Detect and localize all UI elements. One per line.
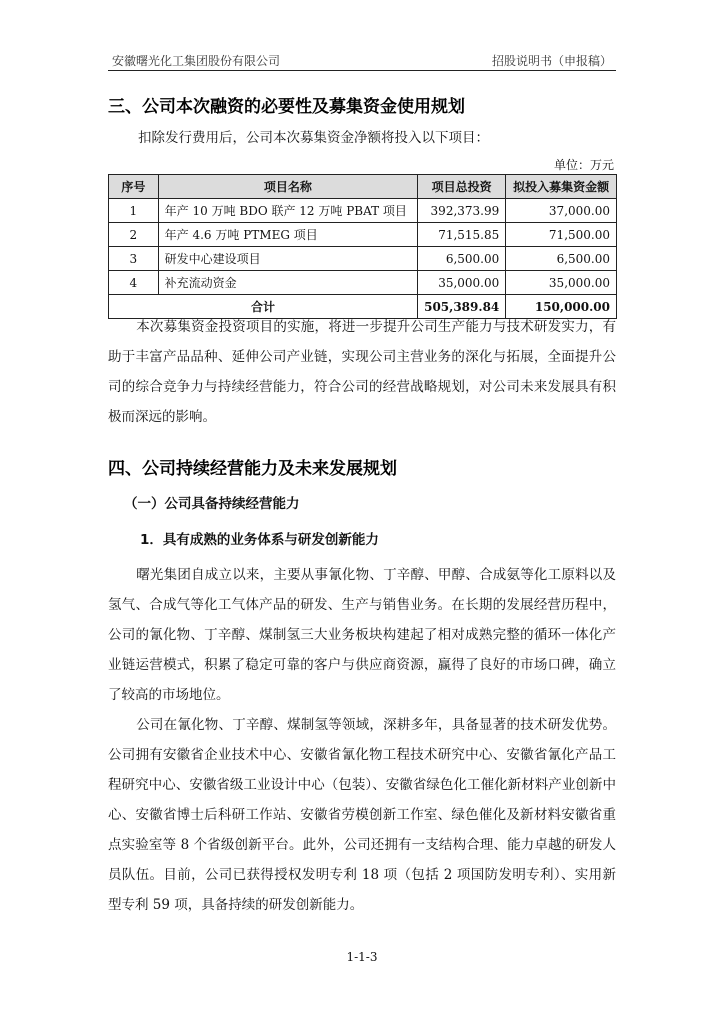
col-header-no: 序号 bbox=[109, 175, 159, 199]
col-header-raised: 拟投入募集资金额 bbox=[506, 175, 617, 199]
cell-raised: 6,500.00 bbox=[506, 247, 617, 271]
section-4-paragraph-1-text: 曙光集团自成立以来，主要从事氰化物、丁辛醇、甲醇、合成氨等化工原料以及氢气、合成气等化工气体产品的研发、生产与销售业务。在长期的发展经营历程中，公司的氰化物、丁辛醇、煤制氢三大业务板块构建起了相对成熟完整的循环一体化产业链运营模式，积累了稳定可靠的客户与供应商资源，赢得了良好的市场口碑，确立了较高的市场地位。 bbox=[108, 567, 616, 703]
table-row bbox=[109, 247, 617, 271]
cell-name: 年产 4.6 万吨 PTMEG 项目 bbox=[158, 223, 417, 247]
cell-total: 6,500.00 bbox=[418, 247, 506, 271]
cell-raised: 71,500.00 bbox=[506, 223, 617, 247]
total-raised: 150,000.00 bbox=[506, 295, 617, 319]
table-row bbox=[109, 199, 617, 223]
subsection-1-1-title: 1．具有成熟的业务体系与研发创新能力 bbox=[140, 532, 379, 548]
cell-no: 2 bbox=[109, 223, 159, 247]
total-investment: 505,389.84 bbox=[418, 295, 506, 319]
section-3-paragraph-text: 本次募集资金投资项目的实施，将进一步提升公司生产能力与技术研发实力，有助于丰富产品品种、延伸公司产业链，实现公司主营业务的深化与拓展，全面提升公司的综合竞争力与持续经营能力，符合公司的经营战略规划，对公司未来发展具有积极而深远的影响。 bbox=[108, 319, 616, 425]
cell-name: 年产 10 万吨 BDO 联产 12 万吨 PBAT 项目 bbox=[158, 199, 417, 223]
table-unit: 单位：万元 bbox=[553, 158, 614, 172]
cell-total: 392,373.99 bbox=[418, 199, 506, 223]
cell-total: 71,515.85 bbox=[418, 223, 506, 247]
section-4-title: 四、公司持续经营能力及未来发展规划 bbox=[108, 459, 397, 479]
cell-no: 4 bbox=[109, 271, 159, 295]
col-header-total: 项目总投资 bbox=[418, 175, 506, 199]
section-3-title: 三、公司本次融资的必要性及募集资金使用规划 bbox=[108, 97, 465, 117]
header-company: 安徽曙光化工集团股份有限公司 bbox=[112, 54, 281, 68]
table-header-row bbox=[109, 175, 617, 199]
cell-total: 35,000.00 bbox=[418, 271, 506, 295]
cell-no: 1 bbox=[109, 199, 159, 223]
section-3-intro: 扣除发行费用后，公司本次募集资金净额将投入以下项目： bbox=[138, 130, 489, 146]
total-label: 合计 bbox=[109, 295, 418, 319]
subsection-1-title: （一）公司具备持续经营能力 bbox=[124, 496, 300, 512]
cell-raised: 37,000.00 bbox=[506, 199, 617, 223]
header-rule bbox=[108, 70, 616, 71]
section-4-paragraph-1 bbox=[108, 560, 616, 710]
section-3-paragraph bbox=[108, 312, 616, 432]
cell-raised: 35,000.00 bbox=[506, 271, 617, 295]
section-4-paragraph-2-text: 公司在氰化物、丁辛醇、煤制氢等领域，深耕多年，具备显著的技术研发优势。公司拥有安徽省企业技术中心、安徽省氰化物工程技术研究中心、安徽省氰化产品工程研究中心、安徽省级工业设计中心（包装）、安徽省绿色化工催化新材料产业创新中心、安徽省博士后科研工作站、安徽省劳模创新工作室、绿色催化及新材料安徽省重点实验室等 8 个省级创新平台。此外，公司还拥有一支结构合理、能力卓越的研发人员队伍。目前，公司已获得授权发明专利 18 项（包括 2 项国防发明专利）、实用新型专利 59 项，具备持续的研发创新能力。 bbox=[108, 717, 616, 913]
cell-name: 补充流动资金 bbox=[158, 271, 417, 295]
project-table bbox=[108, 174, 617, 319]
cell-no: 3 bbox=[109, 247, 159, 271]
cell-name: 研发中心建设项目 bbox=[158, 247, 417, 271]
page-header bbox=[108, 50, 616, 70]
page-number: 1-1-3 bbox=[346, 950, 378, 964]
table-row bbox=[109, 271, 617, 295]
table-row bbox=[109, 223, 617, 247]
section-4-paragraph-2 bbox=[108, 710, 616, 920]
col-header-name: 项目名称 bbox=[158, 175, 417, 199]
header-doc-type: 招股说明书（申报稿） bbox=[491, 54, 612, 68]
